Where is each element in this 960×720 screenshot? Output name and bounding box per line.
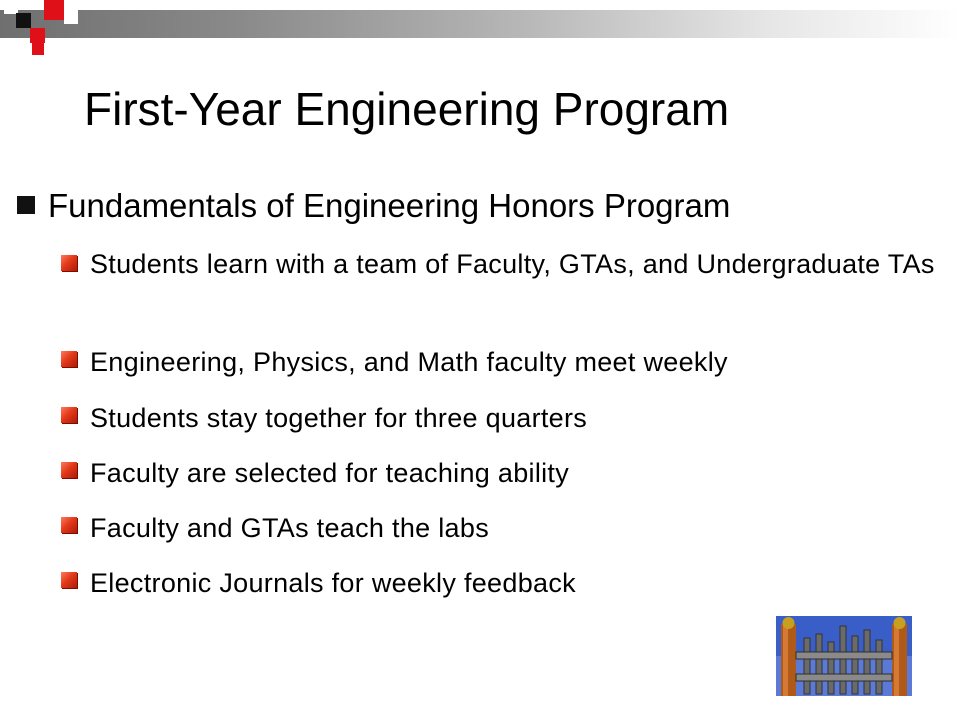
red-square-bullet-icon [61, 572, 77, 588]
sub-bullet-text: Engineering, Physics, and Math faculty meet weekly [90, 347, 728, 377]
red-square-bullet-icon [61, 407, 77, 423]
sub-bullet-text: Students stay together for three quarters [90, 403, 588, 433]
slide-title: First-Year Engineering Program [84, 83, 730, 135]
sub-bullet-text: Faculty are selected for teaching ability [90, 458, 570, 488]
red-square-bullet-icon [61, 255, 77, 271]
red-square-bullet-icon [61, 462, 77, 478]
red-square-bullet-icon [61, 517, 77, 533]
header-gradient-bar [0, 10, 960, 38]
gate-fence-logo-icon [776, 616, 912, 696]
square-bullet-icon [17, 196, 35, 214]
sub-bullet-text: Electronic Journals for weekly feedback [90, 568, 576, 598]
main-bullet-text: Fundamentals of Engineering Honors Program [48, 187, 731, 224]
sub-bullet-text: Faculty and GTAs teach the labs [90, 513, 489, 543]
sub-bullet-text: Students learn with a team of Faculty, GTAs, and Undergraduate TAs [90, 249, 935, 279]
red-square-bullet-icon [61, 351, 77, 367]
